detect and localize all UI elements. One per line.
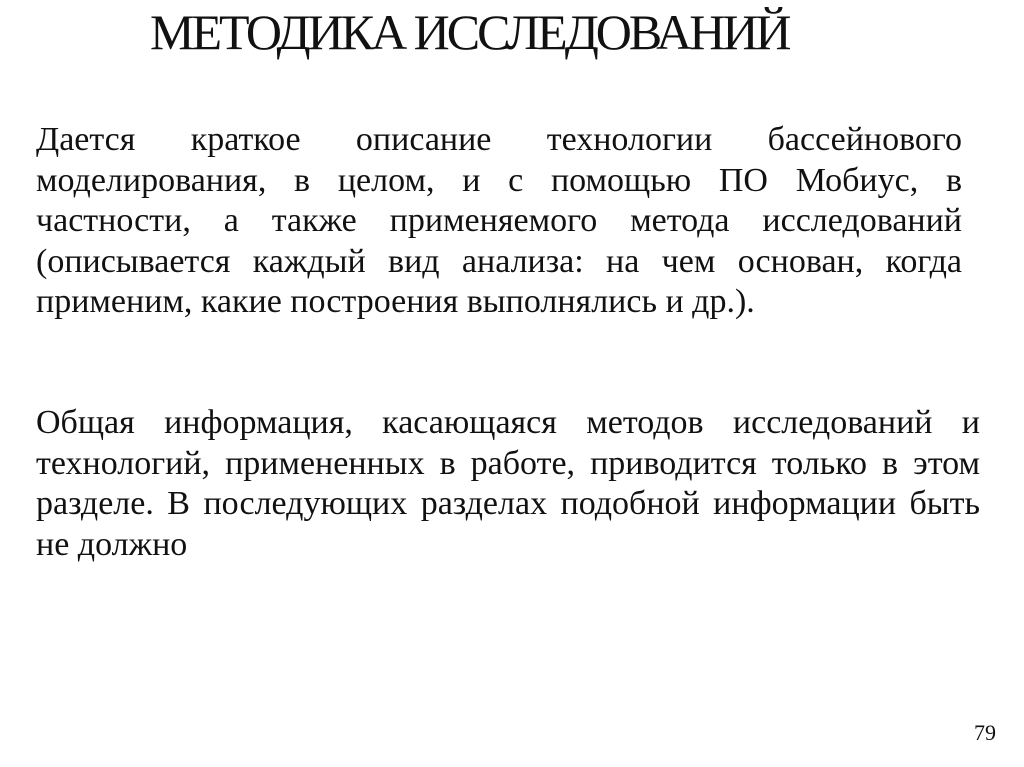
slide-title: МЕТОДИКА ИССЛЕДОВАНИЙ xyxy=(150,4,789,60)
description-paragraph xyxy=(36,120,962,323)
paragraph-line: моделирования, в целом, и с помощью ПО Мобиус, в xyxy=(36,161,962,199)
paragraph-line: разделе. В последующих разделах подобной информации быть xyxy=(36,485,980,522)
paragraph-line: не должно xyxy=(36,525,188,563)
general-info-paragraph xyxy=(36,403,980,565)
page-number: 79 xyxy=(974,720,996,745)
paragraph-line: Общая информация, касающаяся методов исследований и xyxy=(36,404,980,441)
paragraph-line: частности, а также применяемого метода исследований xyxy=(36,202,962,239)
paragraph-line: применим, какие построения выполнялись и др.). xyxy=(36,283,755,320)
paragraph-line: (описывается каждый вид анализа: на чем основан, когда xyxy=(36,242,962,280)
paragraph-line: технологий, примененных в работе, приводится только в этом xyxy=(36,444,980,482)
paragraph-line: Дается краткое описание технологии бассейнового xyxy=(36,121,962,158)
